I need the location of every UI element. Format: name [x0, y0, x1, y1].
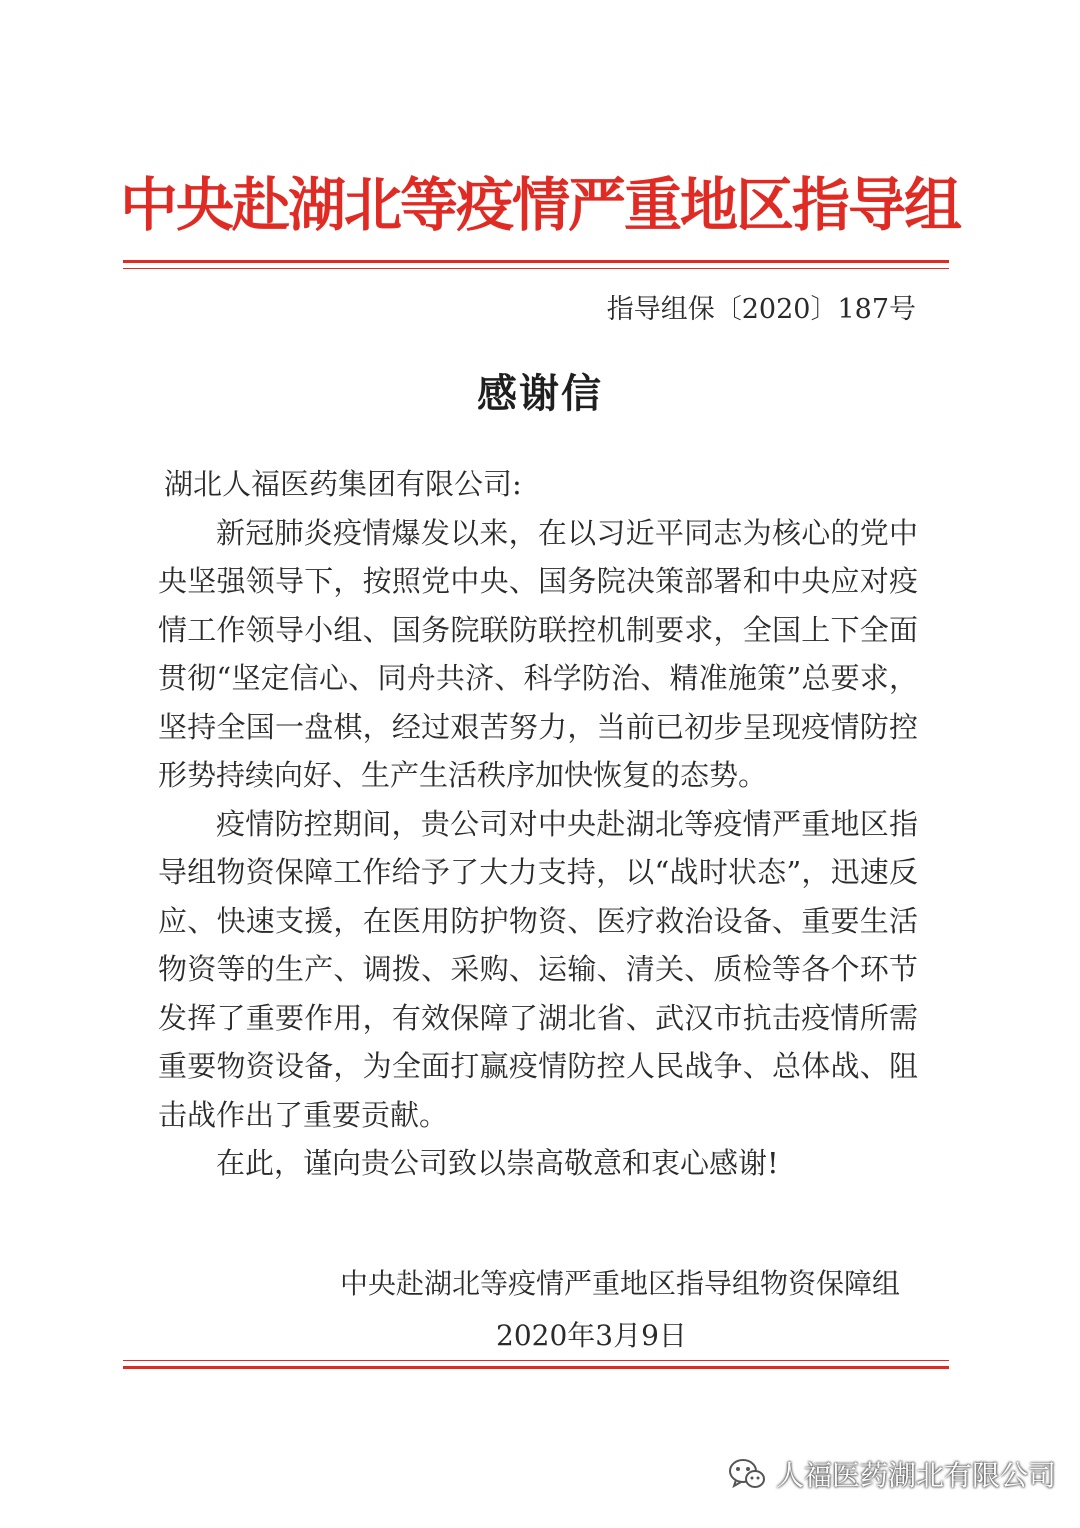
watermark — [728, 1454, 1056, 1494]
paragraph-1: 新冠肺炎疫情爆发以来，在以习近平同志为核心的党中央坚强领导下，按照党中央、国务院决策部署和中央应对疫情工作领导小组、国务院联防联控机制要求，全国上下全面贯彻“坚定信心、同舟共济、科学防治、精准施策”总要求，坚持全国一盘棋，经过艰苦努力，当前已初步呈现疫情防控形势持续向好、生产生活秩序加快恢复的态势。 — [158, 515, 918, 792]
paragraph-2: 疫情防控期间，贵公司对中央赴湖北等疫情严重地区指导组物资保障工作给予了大力支持，以“战时状态”，迅速反应、快速支援，在医用防护物资、医疗救治设备、重要生活物资等的生产、调拨、采购、运输、清关、质检等各个环节发挥了重要作用，有效保障了湖北省、武汉市抗击疫情所需重要物资设备，为全面打赢疫情防控人民战争、总体战、阻击战作出了重要贡献。 — [158, 806, 918, 1132]
signature-block — [300, 1258, 900, 1362]
organization-header: 中央赴湖北等疫情严重地区指导组 — [120, 171, 961, 239]
header-divider-thick — [123, 260, 949, 263]
signature-organization: 中央赴湖北等疫情严重地区指导组物资保障组 — [339, 1267, 900, 1300]
watermark-text: 人福医药湖北有限公司 — [776, 1459, 1057, 1492]
signature-date: 2020年3月9日 — [496, 1319, 687, 1352]
footer-divider-thick — [123, 1366, 949, 1369]
footer-divider-thin — [123, 1360, 949, 1361]
header-divider-thin — [123, 268, 949, 269]
document-number: 指导组保〔2020〕187号 — [606, 294, 916, 325]
letter-body — [158, 460, 918, 1188]
letter-title: 感谢信 — [477, 370, 603, 417]
salutation: 湖北人福医药集团有限公司: — [164, 467, 522, 501]
paragraph-3: 在此，谨向贵公司致以崇高敬意和衷心感谢! — [216, 1146, 779, 1180]
wechat-icon — [728, 1456, 766, 1492]
